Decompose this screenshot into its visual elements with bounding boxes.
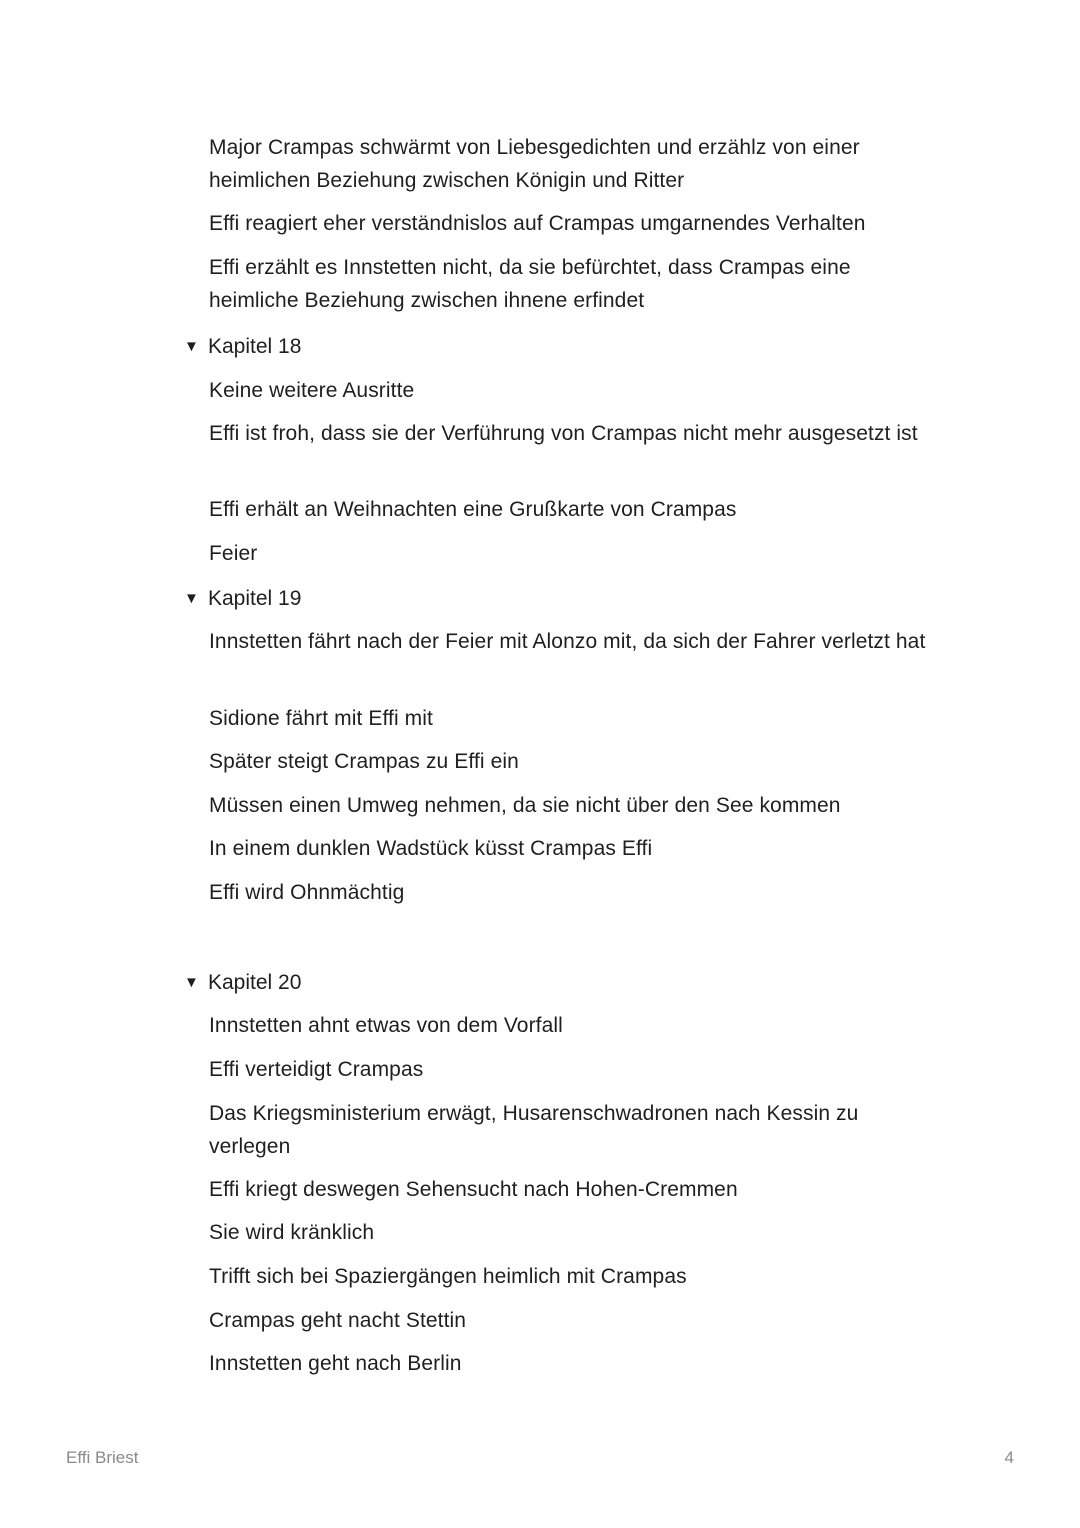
list-item: Effi wird Ohnmächtig: [209, 881, 405, 904]
list-item: In einem dunklen Wadstück küsst Crampas Effi: [209, 837, 653, 860]
triangle-down-icon: ▼: [184, 590, 199, 607]
list-item: Später steigt Crampas zu Effi ein: [209, 750, 519, 773]
footer-title: Effi Briest: [66, 1448, 139, 1467]
list-item: Sie wird kränklich: [209, 1221, 375, 1244]
intro-item: Major Crampas schwärmt von Liebesgedichten und erzählz von einer heimlichen Beziehung zwischen Königin und Ritter: [209, 136, 860, 192]
chapter-title: Kapitel 20: [208, 971, 302, 994]
page-number: 4: [1004, 1448, 1014, 1467]
list-item: Innstetten fährt nach der Feier mit Alonzo mit, da sich der Fahrer verletzt hat: [209, 630, 926, 653]
triangle-down-icon: ▼: [184, 974, 199, 991]
toggle-kapitel-19[interactable]: [184, 585, 301, 613]
intro-item: Effi erzählt es Innstetten nicht, da sie befürchtet, dass Crampas eine heimliche Beziehung zwischen ihnene erfindet: [209, 256, 851, 312]
list-item: Innstetten geht nach Berlin: [209, 1352, 462, 1375]
chapter-title: Kapitel 19: [208, 587, 302, 610]
intro-item: Effi reagiert eher verständnislos auf Crampas umgarnendes Verhalten: [209, 212, 866, 235]
list-item: Das Kriegsministerium erwägt, Husarenschwadronen nach Kessin zu verlegen: [209, 1102, 859, 1158]
list-item: Keine weitere Ausritte: [209, 379, 415, 402]
list-item: Feier: [209, 542, 258, 565]
list-item: Müssen einen Umweg nehmen, da sie nicht über den See kommen: [209, 794, 841, 817]
list-item: Trifft sich bei Spaziergängen heimlich mit Crampas: [209, 1265, 687, 1288]
list-item: Crampas geht nacht Stettin: [209, 1309, 467, 1332]
list-item: Effi kriegt deswegen Sehensucht nach Hohen-Cremmen: [209, 1178, 738, 1201]
triangle-down-icon: ▼: [184, 338, 199, 355]
list-item: Effi verteidigt Crampas: [209, 1058, 424, 1081]
toggle-kapitel-18[interactable]: [184, 333, 301, 361]
list-item: Innstetten ahnt etwas von dem Vorfall: [209, 1014, 563, 1037]
toggle-kapitel-20[interactable]: [184, 969, 301, 997]
chapter-title: Kapitel 18: [208, 335, 302, 358]
list-item: Sidione fährt mit Effi mit: [209, 707, 433, 730]
list-item: Effi ist froh, dass sie der Verführung von Crampas nicht mehr ausgesetzt ist: [209, 422, 918, 445]
list-item: Effi erhält an Weihnachten eine Grußkarte von Crampas: [209, 498, 737, 521]
